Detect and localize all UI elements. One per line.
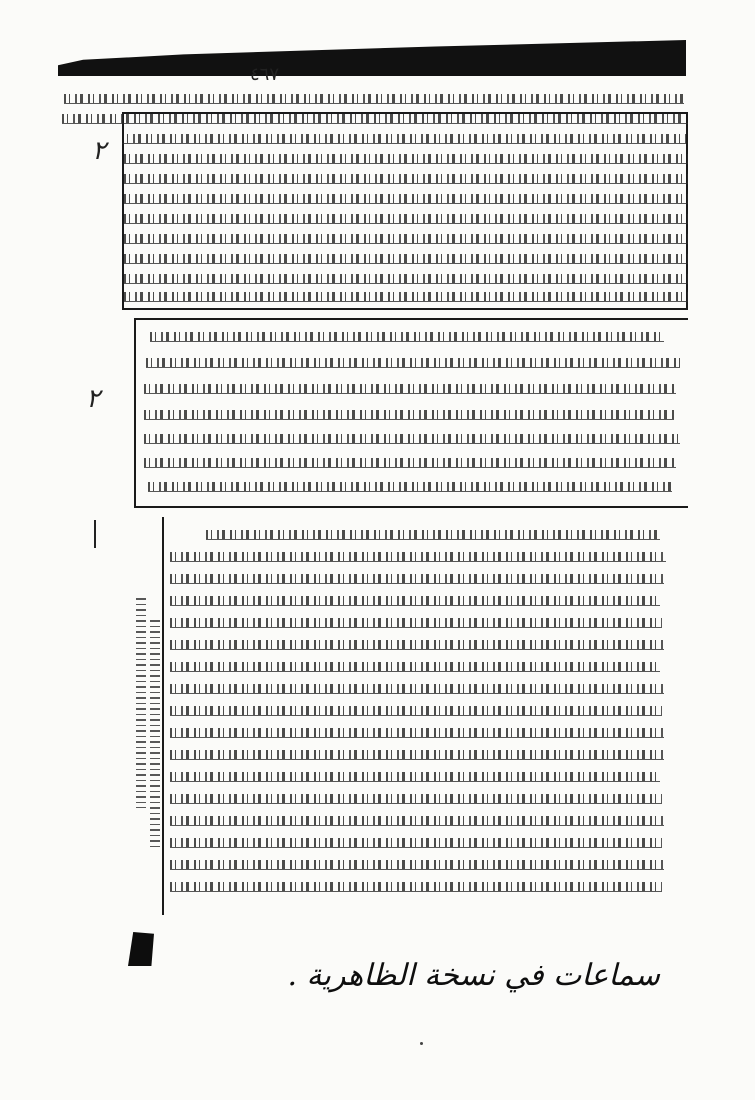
scan-edge-shadow (58, 40, 686, 76)
margin-marker-1: ٢ (92, 136, 106, 166)
folio-number: ٤٦٧ (250, 64, 280, 85)
second-certificate-text (140, 318, 684, 502)
page-caption: سماعات في نسخة الظاهرية . (287, 958, 660, 993)
margin-marker-2: ٢ (86, 384, 100, 414)
ink-blot (128, 932, 154, 966)
third-certificate-text (166, 520, 674, 912)
first-certificate-text (62, 72, 688, 307)
scan-speck (420, 1042, 423, 1045)
margin-stroke (94, 520, 96, 548)
